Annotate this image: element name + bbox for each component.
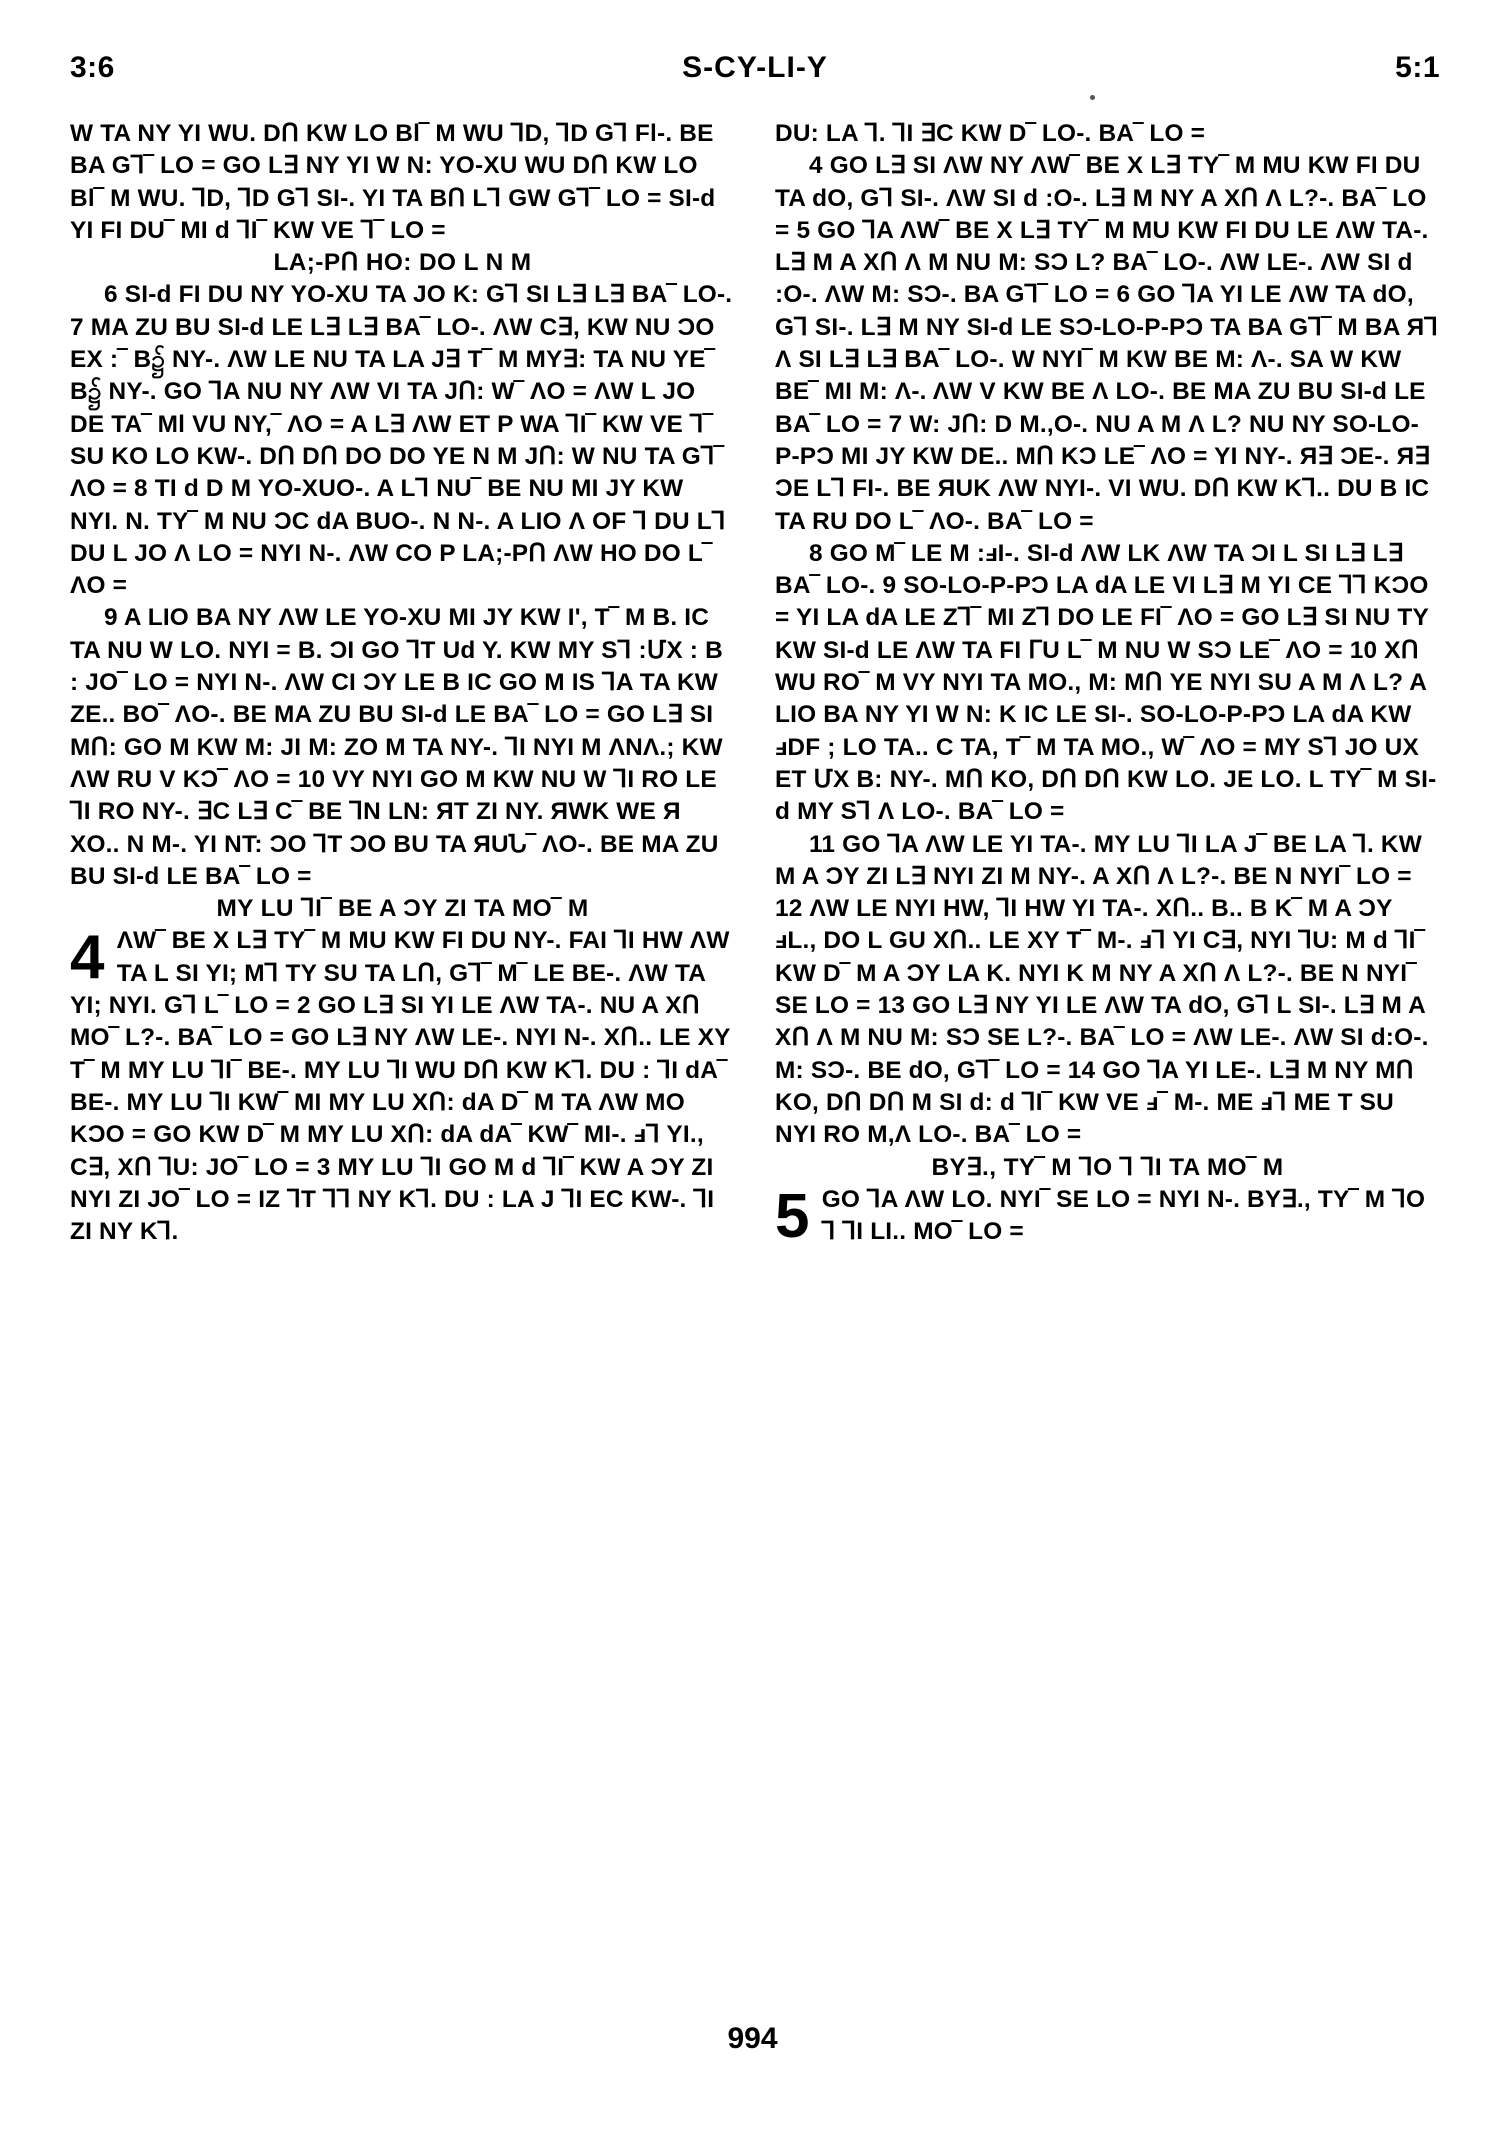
paragraph [775, 829, 1440, 1152]
verse-number: 8 [809, 539, 823, 567]
paragraph [775, 150, 1440, 538]
left-column [70, 118, 735, 1998]
page-body [70, 118, 1440, 1998]
verse-number: 8 [134, 475, 148, 503]
scan-speck [1090, 95, 1095, 100]
verse-number: 7 [888, 410, 903, 438]
verse-number: 13 [877, 992, 906, 1020]
verse-text: GO ⅂A ΛW LO. NYI‾ SE LO = NYI N-. BY∃., TY‾ M ⅂O ⅂ ⅂I LI.. MO‾ LO = [821, 1185, 1426, 1246]
verse-text: TI d D M YO-XUO-. A L⅂ NU‾ BE NU MI JY KW NYI. N. TY‾ M NU ƆC dA BUO-. N N-. A LIO Λ OF ⅂ DU L⅂ DU L JO Λ LO = NYI N-. ΛW CO P LA;-PՈ ΛW HO DO L‾ ΛO = [70, 475, 726, 600]
verse-text: ΛW LE NYI HW, ⅂I HW YI TA-. XՈ.. B.. B K‾ M A ƆY ⅎL., DO L GU XՈ.. LE XY T‾ M-. ⅎ⅂ YI C∃, NYI ⅂U: M d ⅂I‾ KW D‾ M A ƆY LA K. NYI K M NY A XՈ Λ L?-. BE N NYI‾ SE LO = [775, 895, 1424, 1020]
verse-text: MY LU ⅂I GO M d ⅂I‾ KW A ƆY ZI NYI ZI JO‾ LO = IZ ⅂T ⅂⅂ NY K⅂. DU : LA J ⅂I EC KW-. ⅂I ZI NY K⅂. [70, 1153, 715, 1246]
verse-text: GO L∃ SI ΛW NY ΛW‾ BE X L∃ TY‾ M MU KW FI DU TA dO, G⅂ SI-. ΛW SI d :O-. L∃ M NY A XՈ Λ L?-. BA‾ LO = [775, 152, 1427, 244]
verse-number: 6 [104, 281, 118, 309]
verse-text: GO ⅂A YI LE-. L∃ M NY MՈ KO, DՈ DՈ M SI d: d ⅂I‾ KW VE ⅎ‾ M-. ME ⅎ⅂ ME T SU NYI RO M,Λ LO-. BA‾ LO = [775, 1056, 1414, 1149]
header-book-title: S-CY-LI-Y [682, 51, 828, 84]
verse-number: 10 [297, 765, 326, 793]
verse-number: 12 [775, 895, 803, 923]
verse-number: 4 [809, 152, 823, 180]
verse-text: A LIO BA NY ΛW LE YO-XU MI JY KW I', T‾ M B. IC TA NU W LO. NYI = B. ƆI GO ⅂T Ud Y. KW MY S⅂ :ՄX : B : JO‾ LO = NYI N-. ΛW CI ƆY LE B IC GO M IS ⅂A TA KW ZE.. BO‾ ΛO-. BE MA ZU BU SI-d LE BA‾ LO = GO L∃ SI MՈ: GO M KW M: JI M: ZO M TA NY-. ⅂I NYI M ΛNΛ.; KW ΛW RU V KƆ‾ ΛO = [70, 604, 723, 793]
paragraph: DU: LA ⅂. ⅂I ∃C KW D‾ LO-. BA‾ LO = [775, 120, 1206, 147]
verse-number: 7 [70, 313, 84, 341]
verse-text: GO ⅂A ΛW LE YI TA-. MY LU ⅂I LA J‾ BE LA ⅂. KW M A ƆY ZI L∃ NYI ZI M NY-. A XՈ Λ L?-. BE N NYI‾ LO = [775, 830, 1422, 890]
header-left-reference: 3:6 [70, 51, 115, 84]
verse-text: GO L∃ NY YI LE ΛW TA dO, G⅂ L SI-. L∃ M A XՈ Λ M NU M: SƆ SE L?-. BA‾ LO = ΛW LE-. ΛW SI d:O-. M: SƆ-. BE dO, G⅂‾ LO = [775, 992, 1429, 1084]
verse-text: GO ⅂A YI LE ΛW TA dO, G⅂ SI-. L∃ M NY SI-d LE SƆ-LO-P-PƆ TA BA G⅂‾ M BA Я⅂ Λ SI L∃ L∃ BA‾ LO-. W NYI‾ M KW BE M: Λ-. SA W KW BE‾ MI M: Λ-. ΛW V KW BE Λ LO-. BE MA ZU BU SI-d LE BA‾ LO = [775, 281, 1439, 438]
section-heading: LA;-PՈ HO: DO L N M [273, 249, 532, 277]
page-header [70, 46, 1440, 90]
verse-number: 11 [809, 830, 836, 858]
verse-number: 10 [1349, 636, 1378, 664]
chapter-number: 5 [775, 1181, 810, 1251]
section-heading: BY∃., TY‾ M ⅂O ⅂ ⅂I TA MO‾ M [931, 1153, 1284, 1181]
header-right-reference: 5:1 [1395, 51, 1440, 84]
verse-text: SI-d FI DU NY YO-XU TA JO K: G⅂ SI L∃ L∃ BA‾ LO-. [124, 281, 733, 309]
section-heading: MY LU ⅂I‾ BE A ƆY ZI TA MO‾ M [216, 895, 589, 923]
verse-text: GO ⅂A ΛW‾ BE X L∃ TY‾ M MU KW FI DU LE ΛW TA-. L∃ M A XՈ Λ M NU M: SƆ L? BA‾ LO-. ΛW LE-. ΛW SI d :O-. ΛW M: SƆ-. BA G⅂‾ LO = [775, 216, 1429, 309]
verse-text: VY NYI GO M KW NU W ⅂I RO LE ⅂I RO NY-. ∃C L∃ C‾ BE ⅂N LN: ЯT ZI NY. ЯWK WE Я XO.. N M-. YI NT: ƆO ⅂T ƆO BU TA ЯUՆ‾ ΛO-. BE MA ZU BU SI-d LE BA‾ LO = [70, 765, 719, 890]
paragraph: W TA NY YI WU. DՈ KW LO Bl‾ M WU ⅂D, ⅂D G⅂ Fl-. BE BA G⅂‾ LO = GO L∃ NY YI W N: YO-XU WU DՈ KW LO Bl‾ M WU. ⅂D, ⅂D G⅂ SI-. YI TA BՈ L⅂ GW G⅂‾ LO = SI-d YI FI DU‾ MI d ⅂I‾ KW VE ⅂‾ LO = [70, 120, 716, 244]
chapter-block [775, 1181, 1440, 1254]
verse-text: W: JՈ: D M.,O-. NU A M Λ L? NU NY SO-LO-P-PƆ MI JY KW DE.. MՈ KƆ LE‾ ΛO = YI NY-. Я∃ ƆE-. Я∃ ƆE L⅂ FI-. BE ЯUK ΛW NYI-. VI WU. DՈ KW K⅂.. DU B IC TA RU DO L‾ ΛO-. BA‾ LO = [775, 410, 1430, 535]
paragraph [775, 538, 1440, 829]
verse-number: 9 [882, 572, 897, 600]
verse-number: 9 [104, 604, 118, 632]
paragraph [70, 279, 735, 602]
page-number: 994 [727, 2022, 778, 2055]
verse-text: GO L∃ SI YI LE ΛW TA-. NU A XՈ MO‾ L?-. BA‾ LO = GO L∃ NY ΛW LE-. NYI N-. XՈ.. LE XY T‾ M MY LU ⅂I‾ BE-. MY LU ⅂I WU DՈ KW K⅂. DU : ⅂I dA‾ BE-. MY LU ⅂I KW‾ MI MY LU XՈ: dA D‾ M TA ΛW MO KƆO = GO KW D‾ M MY LU XՈ: dA dA‾ KW‾ MI-. ⅎ⅂ YI., C∃, XՈ ⅂U: JO‾ LO = [70, 992, 731, 1181]
verse-number: 6 [1116, 281, 1131, 309]
verse-text: MA ZU BU SI-d LE L∃ L∃ BA‾ LO-. ΛW C∃, KW NU ƆO EX :‾ B၌ NY-. ΛW LE NU TA LA J∃ T‾ M MY∃: TA NU YE‾ B၌ NY-. GO ⅂A NU NY ΛW VI TA JՈ: W‾ ΛO = ΛW L JO DE TA‾ Ml VU NY,‾ ΛO = A L∃ ΛW ET P WA ⅂I‾ KW VE ⅂‾ SU KO LO KW-. DՈ DՈ DO DO YE N M JՈ: W NU TA G⅂‾ ΛO = [70, 313, 724, 503]
verse-text: XՈ WU RO‾ M VY NYI TA MO., M: MՈ YE NYI SU A M Λ L? A LIO BA NY YI W N: K IC LE SI-. SO-LO-P-PƆ LA dA KW ⅎDF ; LO TA.. C TA, T‾ M TA MO., W‾ ΛO = MY S⅂ JO UX ET ՄX B: NY-. MՈ KO, DՈ DՈ KW LO. JE LO. L TY‾ M SI-d MY S⅂ Λ LO-. BA‾ LO = [775, 636, 1437, 826]
verse-number: 5 [796, 216, 811, 244]
paragraph [70, 925, 735, 1248]
paragraph [70, 602, 735, 893]
verse-text: SO-LO-P-PƆ LA dA LE VI L∃ M YI CE ⅂⅂ KƆO = YI LA dA LE Z⅂‾ MI Z⅂ DO LE FI‾ ΛO = GO L∃ SI NU TY KW SI-d LE ΛW TA FI ᒥU L‾ M NU W SƆ LE‾ ΛO = [775, 572, 1429, 664]
paragraph [775, 1181, 1440, 1251]
verse-number: 3 [316, 1153, 331, 1181]
right-column [775, 118, 1440, 1998]
verse-text: GO M‾ LE M :ⅎI-. SI-d ΛW LK ΛW TA ƆI L SI L∃ L∃ BA‾ LO-. [775, 539, 1404, 600]
verse-text: ΛW‾ BE X L∃ TY‾ M MU KW FI DU NY-. FAI ⅂I HW ΛW TA L SI YI; M⅂ TY SU TA LՈ, G⅂‾ M‾ LE BE-. ΛW TA YI; NYI. G⅂ L‾ LO = [70, 927, 730, 1020]
chapter-block [70, 925, 735, 1248]
chapter-number: 4 [70, 923, 105, 993]
verse-number: 2 [296, 992, 311, 1020]
verse-number: 14 [1067, 1056, 1096, 1084]
